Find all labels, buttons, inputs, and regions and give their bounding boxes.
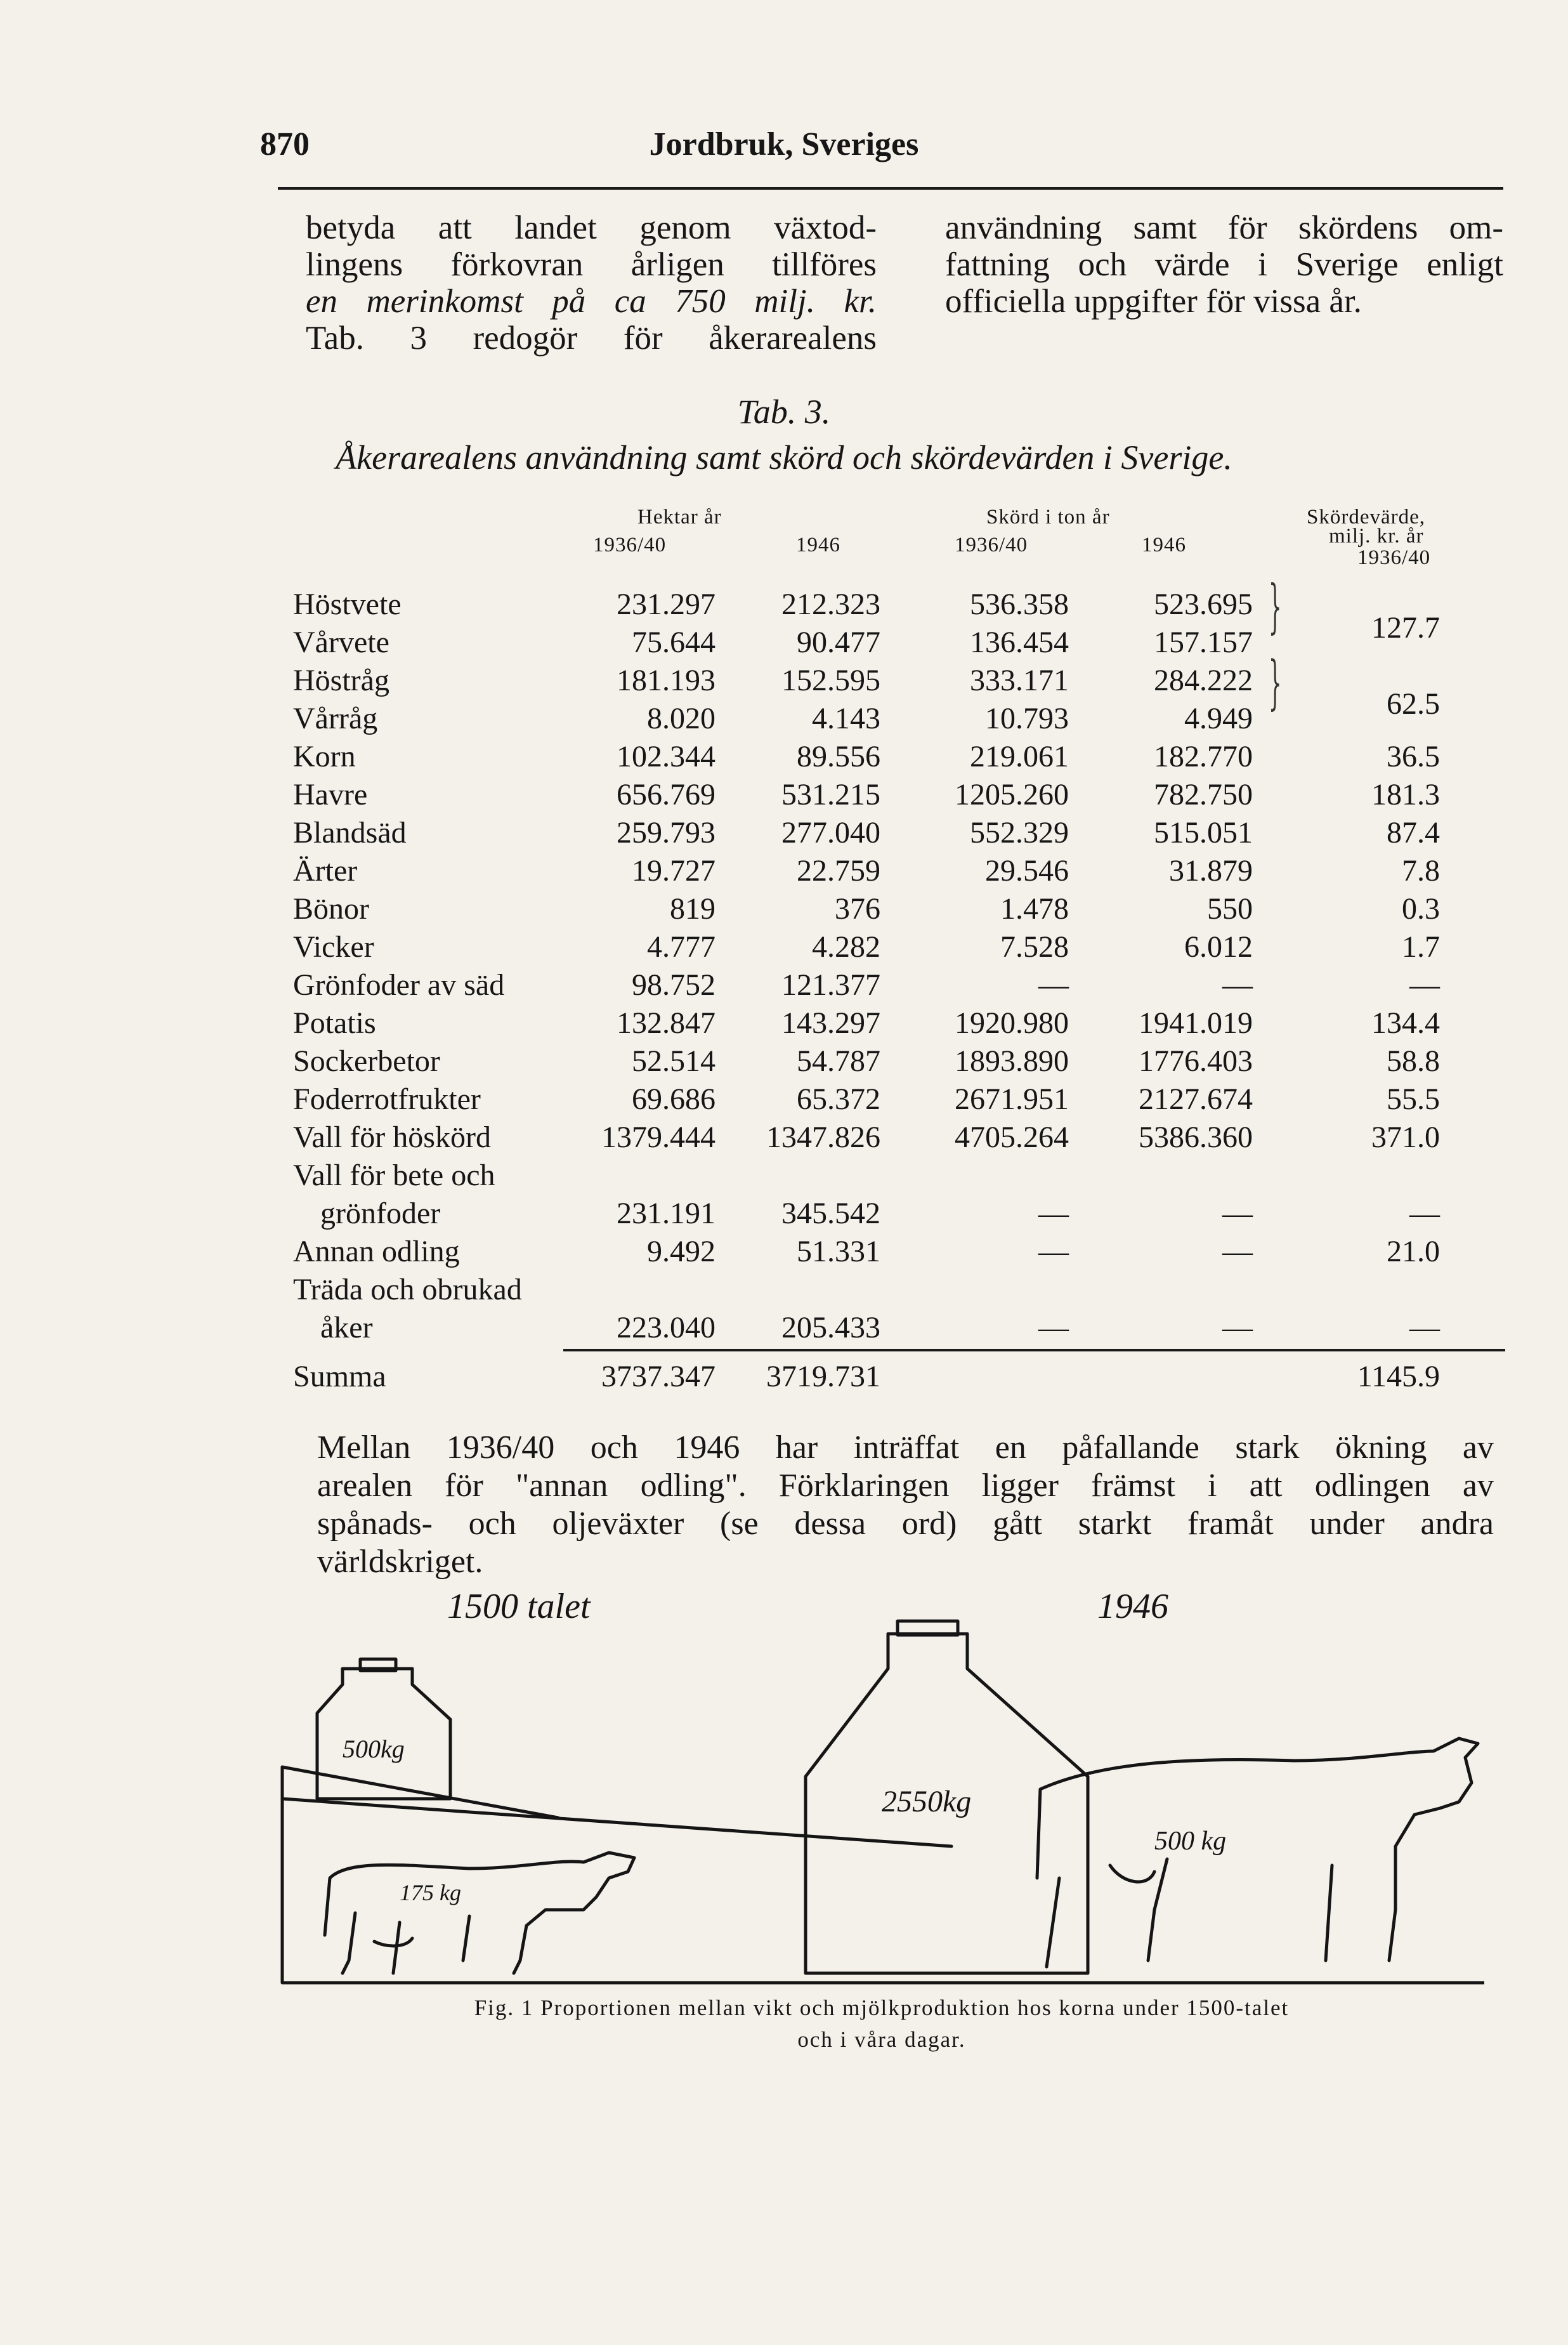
header-year-hektar-2: 1946 — [796, 534, 840, 556]
label-small-weight: 500kg — [343, 1735, 405, 1763]
paragraph-line: Mellan 1936/40 och 1946 har inträffat en påfallande stark ökning av — [317, 1429, 1494, 1466]
cell-skord-1936: 333.171 — [970, 664, 1069, 697]
cell-skord-1946: 4.949 — [1184, 702, 1253, 735]
cell-hektar-1936: 223.040 — [617, 1311, 715, 1344]
paragraph-line: världskriget. — [317, 1544, 483, 1580]
cell-skord-1936: 7.528 — [1000, 930, 1069, 964]
small-cow-icon — [325, 1853, 634, 1973]
page-number: 870 — [260, 126, 310, 162]
cell-varde: 371.0 — [1371, 1120, 1440, 1154]
cell-hektar-1936: 19.727 — [632, 854, 715, 888]
table-number: Tab. 3. — [737, 393, 831, 431]
ramp-line — [282, 1799, 951, 1846]
header-varde-3: 1936/40 — [1357, 546, 1431, 569]
cell-varde: 134.4 — [1371, 1006, 1440, 1040]
cell-skord-1946: 1941.019 — [1139, 1006, 1253, 1040]
cow-proportion-figure — [279, 1580, 1484, 1986]
intro-left-line: en merinkomst på ca 750 milj. kr. — [306, 283, 877, 320]
cell-hektar-1936: 52.514 — [632, 1044, 715, 1078]
cell-varde: 181.3 — [1371, 778, 1440, 811]
cell-hektar-1936: 1379.444 — [601, 1120, 715, 1154]
cell-varde: 0.3 — [1402, 892, 1440, 926]
cell-skord-1946: 6.012 — [1184, 930, 1253, 964]
cell-hektar-1946: 212.323 — [781, 588, 880, 621]
row-label: Vall för bete och — [293, 1159, 495, 1192]
row-label: Vårråg — [293, 702, 378, 735]
cell-hektar-1936: 69.686 — [632, 1082, 715, 1116]
cell-skord-1946: 550 — [1207, 892, 1253, 926]
cell-skord-1946: 31.879 — [1169, 854, 1253, 888]
cell-skord-1936: 136.454 — [970, 626, 1069, 659]
cell-hektar-1936: 98.752 — [632, 968, 715, 1002]
cell-hektar-1936: 9.492 — [647, 1235, 715, 1268]
cell-hektar-1946: 531.215 — [781, 778, 880, 811]
small-weight-icon — [317, 1669, 450, 1799]
cell-skord-1936: 536.358 — [970, 588, 1069, 621]
row-label: Vicker — [293, 930, 374, 964]
brace-wheat: } — [1269, 572, 1282, 640]
cell-skord-1936: 1893.890 — [955, 1044, 1069, 1078]
cell-skord-1946: 2127.674 — [1139, 1082, 1253, 1116]
row-label-continuation: grönfoder — [320, 1197, 441, 1230]
cell-varde: 7.8 — [1402, 854, 1440, 888]
intro-left-line: betyda att landet genom växtod- — [306, 209, 877, 246]
cell-hektar-1936: 231.191 — [617, 1197, 715, 1230]
cell-skord-1946: 157.157 — [1154, 626, 1253, 659]
header-varde-2: milj. kr. år — [1329, 525, 1424, 548]
cell-skord-1946: 182.770 — [1154, 740, 1253, 773]
row-label: Ärter — [293, 854, 358, 888]
label-small-milk: 175 kg — [400, 1880, 461, 1905]
intro-left-line: lingens förkovran årligen tillföres — [306, 246, 877, 283]
merged-value-wheat: 127.7 — [1371, 611, 1440, 645]
header-year-skord-2: 1946 — [1142, 534, 1186, 556]
cell-hektar-1936: 231.297 — [617, 588, 715, 621]
header-skord: Skörd i ton år — [986, 506, 1110, 529]
row-label-continuation: åker — [320, 1311, 373, 1344]
figure-caption — [292, 1992, 1472, 2056]
figure-caption-line: Fig. 1 Proportionen mellan vikt och mjölkproduktion hos korna under 1500-talet — [474, 1995, 1290, 2020]
cell-varde: 21.0 — [1387, 1235, 1440, 1268]
cell-skord-1936: 10.793 — [985, 702, 1069, 735]
cell-hektar-1946: 143.297 — [781, 1006, 880, 1040]
cell-hektar-1946: 90.477 — [797, 626, 880, 659]
row-label: Annan odling — [293, 1235, 460, 1268]
cell-varde: — — [1409, 968, 1440, 1002]
cell-varde: — — [1409, 1311, 1440, 1344]
cell-varde: — — [1409, 1197, 1440, 1230]
cell-hektar-1946: 205.433 — [781, 1311, 880, 1344]
cell-skord-1946: 1776.403 — [1139, 1044, 1253, 1078]
label-1500-talet: 1500 talet — [447, 1587, 591, 1626]
cell-hektar-1946: 4.143 — [812, 702, 880, 735]
cell-hektar-1936: 75.644 — [632, 626, 715, 659]
cell-skord-1946: 5386.360 — [1139, 1120, 1253, 1154]
cell-varde: 58.8 — [1387, 1044, 1440, 1078]
cell-skord-1946: — — [1222, 1311, 1253, 1344]
large-cow-icon — [1037, 1738, 1478, 1967]
cell-skord-1946: 782.750 — [1154, 778, 1253, 811]
cell-hektar-1946: 54.787 — [797, 1044, 880, 1078]
summa-hektar-1936: 3737.347 — [601, 1360, 715, 1393]
figure-caption-line: och i våra dagar. — [797, 2027, 966, 2052]
row-label: Träda och obrukad — [293, 1273, 522, 1306]
merged-value-rye: 62.5 — [1387, 687, 1440, 721]
cell-skord-1936: 1205.260 — [955, 778, 1069, 811]
row-label: Höstvete — [293, 588, 402, 621]
row-label: Sockerbetor — [293, 1044, 440, 1078]
paragraph-line: arealen för "annan odling". Förklaringen ligger främst i att odlingen av — [317, 1468, 1494, 1504]
intro-left-line: Tab. 3 redogör för åkerarealens — [306, 320, 877, 357]
row-label: Bönor — [293, 892, 369, 926]
cell-hektar-1946: 22.759 — [797, 854, 880, 888]
cell-skord-1936: 1920.980 — [955, 1006, 1069, 1040]
cell-varde: 87.4 — [1387, 816, 1440, 850]
table-title: Åkerarealens användning samt skörd och skördevärden i Sverige. — [336, 438, 1232, 476]
summa-label: Summa — [293, 1360, 386, 1393]
paragraph-line: spånads- och oljeväxter (se dessa ord) gått starkt framåt under andra — [317, 1506, 1494, 1542]
running-head: Jordbruk, Sveriges — [649, 126, 919, 162]
cell-skord-1936: — — [1038, 1235, 1069, 1268]
cell-hektar-1946: 152.595 — [781, 664, 880, 697]
cell-hektar-1936: 4.777 — [647, 930, 715, 964]
header-year-hektar-1: 1936/40 — [593, 534, 667, 556]
cell-hektar-1946: 376 — [835, 892, 880, 926]
large-cow-udder — [1110, 1865, 1154, 1882]
cell-skord-1936: 219.061 — [970, 740, 1069, 773]
cell-skord-1946: 523.695 — [1154, 588, 1253, 621]
cell-hektar-1936: 181.193 — [617, 664, 715, 697]
cell-varde: 36.5 — [1387, 740, 1440, 773]
row-label: Vall för höskörd — [293, 1120, 491, 1154]
cell-hektar-1946: 4.282 — [812, 930, 880, 964]
label-1946: 1946 — [1097, 1587, 1168, 1626]
row-label: Potatis — [293, 1006, 376, 1040]
cell-hektar-1936: 819 — [670, 892, 715, 926]
summa-rule — [563, 1349, 1505, 1351]
cell-skord-1936: — — [1038, 1311, 1069, 1344]
cell-hektar-1946: 65.372 — [797, 1082, 880, 1116]
cell-skord-1946: 515.051 — [1154, 816, 1253, 850]
intro-right-line: officiella uppgifter för vissa år. — [945, 283, 1362, 320]
cell-hektar-1946: 277.040 — [781, 816, 880, 850]
ramp-left — [282, 1767, 558, 1818]
cell-hektar-1946: 51.331 — [797, 1235, 880, 1268]
cell-hektar-1946: 121.377 — [781, 968, 880, 1002]
cell-skord-1936: 552.329 — [970, 816, 1069, 850]
intro-right-column — [945, 209, 1503, 320]
cell-hektar-1936: 259.793 — [617, 816, 715, 850]
cell-skord-1946: — — [1222, 968, 1253, 1002]
cell-skord-1936: — — [1038, 968, 1069, 1002]
intro-left-column — [306, 209, 877, 357]
cell-hektar-1936: 132.847 — [617, 1006, 715, 1040]
cell-varde: 55.5 — [1387, 1082, 1440, 1116]
label-large-weight: 2550kg — [882, 1785, 972, 1818]
row-label: Foderrotfrukter — [293, 1082, 481, 1116]
cell-skord-1936: 2671.951 — [955, 1082, 1069, 1116]
header-varde-1: Skördevärde, — [1307, 506, 1426, 529]
row-label: Grönfoder av säd — [293, 968, 505, 1002]
header-hektar: Hektar år — [637, 506, 722, 529]
cell-skord-1946: — — [1222, 1197, 1253, 1230]
cell-skord-1946: — — [1222, 1235, 1253, 1268]
label-large-milk: 500 kg — [1154, 1827, 1227, 1856]
brace-rye: } — [1269, 648, 1282, 716]
small-cow-udder — [374, 1938, 412, 1946]
cell-skord-1936: 4705.264 — [955, 1120, 1069, 1154]
cell-skord-1936: — — [1038, 1197, 1069, 1230]
summa-hektar-1946: 3719.731 — [766, 1360, 880, 1393]
row-label: Höstråg — [293, 664, 389, 697]
cell-skord-1936: 1.478 — [1000, 892, 1069, 926]
row-label: Blandsäd — [293, 816, 407, 850]
cell-hektar-1946: 345.542 — [781, 1197, 880, 1230]
body-paragraph — [317, 1429, 1494, 1581]
row-label: Vårvete — [293, 626, 389, 659]
cell-skord-1946: 284.222 — [1154, 664, 1253, 697]
cell-hektar-1936: 8.020 — [647, 702, 715, 735]
row-label: Havre — [293, 778, 368, 811]
cell-hektar-1946: 1347.826 — [766, 1120, 880, 1154]
cell-hektar-1936: 656.769 — [617, 778, 715, 811]
row-label: Korn — [293, 740, 356, 773]
intro-right-line: användning samt för skördens om- — [945, 209, 1503, 246]
cell-varde: 1.7 — [1402, 930, 1440, 964]
summa-varde: 1145.9 — [1357, 1360, 1440, 1393]
intro-right-line: fattning och värde i Sverige enligt — [945, 246, 1503, 283]
cell-skord-1936: 29.546 — [985, 854, 1069, 888]
header-year-skord-1: 1936/40 — [955, 534, 1028, 556]
cell-hektar-1946: 89.556 — [797, 740, 880, 773]
cell-hektar-1936: 102.344 — [617, 740, 715, 773]
header-rule — [278, 187, 1503, 190]
